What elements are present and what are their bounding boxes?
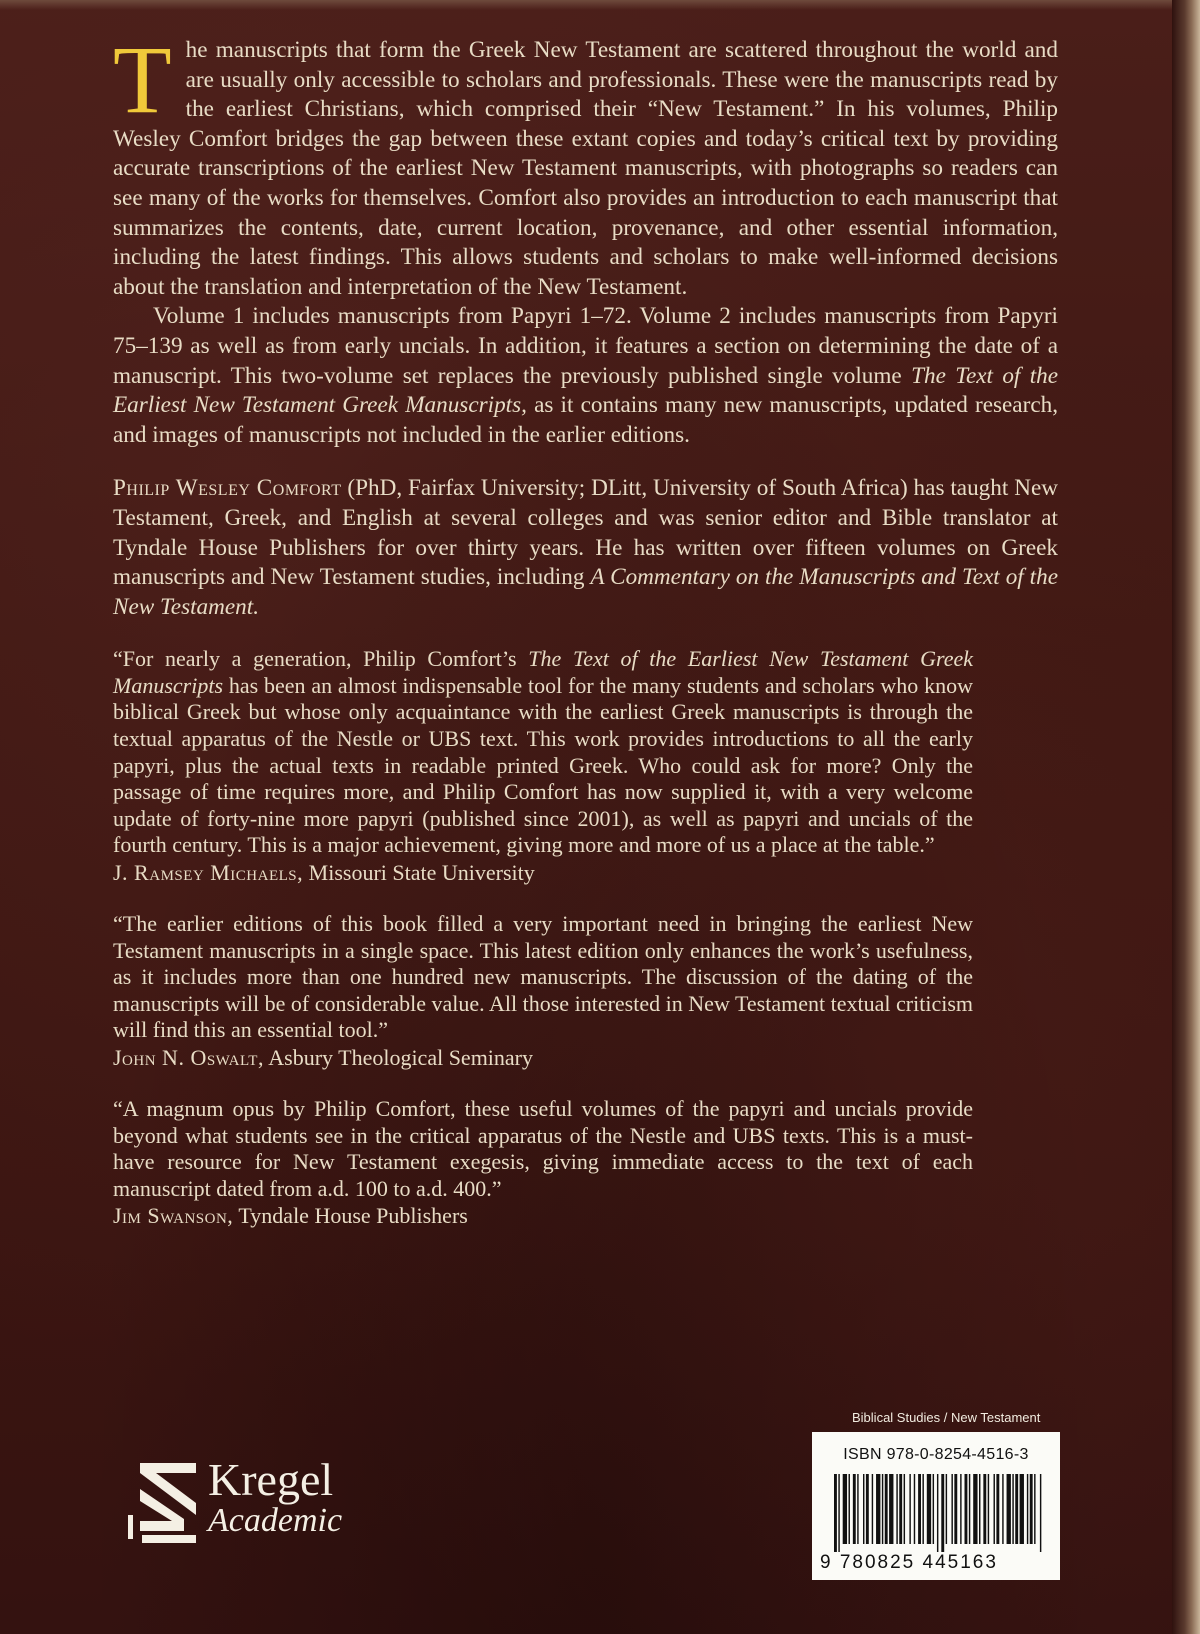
endorsement-attribution-1 bbox=[113, 859, 1058, 887]
barcode-bar bbox=[909, 1474, 910, 1544]
description-paragraph-2 bbox=[113, 302, 1058, 450]
author-name: Philip Wesley Comfort bbox=[113, 475, 342, 502]
description-text-1: he manuscripts that form the Greek New Testament are scattered throughout the world and are usually only accessible to scholars and professionals. These were the manuscripts read by the earliest Christians, which comprised their “New Testament.” In his volumes, Philip Wesley Comfort bridges the gap between these extant copies and today’s critical text by providing accurate transcriptions of the earliest New Testament manuscripts, with photographs so readers can see many of the works for themselves. Comfort also provides an introduction to each manuscript that summarizes the contents, date, current location, provenance, and other essential information, including the latest findings. This allows students and scholars to make well-informed decisions about the translation and interpretation of the New Testament. bbox=[113, 37, 1058, 300]
barcode-bar bbox=[849, 1474, 850, 1544]
barcode-bar bbox=[965, 1474, 968, 1544]
barcode-bar bbox=[866, 1474, 869, 1544]
spine-edge bbox=[1172, 0, 1200, 1634]
category-label: Biblical Studies / New Testament bbox=[852, 1410, 1041, 1425]
endorsement-quote-3 bbox=[113, 1096, 973, 1202]
top-edge bbox=[0, 0, 1200, 10]
quote-1-text-a: “For nearly a generation, Philip Comfort’s bbox=[113, 646, 517, 672]
barcode-bar bbox=[1020, 1474, 1024, 1544]
endorsement-quote-2 bbox=[113, 911, 973, 1044]
barcode-bar bbox=[922, 1474, 923, 1544]
publisher-name: Kregel bbox=[208, 1454, 334, 1505]
barcode-bar bbox=[1030, 1474, 1033, 1544]
spacer bbox=[113, 887, 1058, 911]
barcode-bar bbox=[973, 1474, 977, 1544]
barcode-bar bbox=[834, 1474, 837, 1552]
quote-1-title: The Text of the Earliest New Testament Greek Manuscripts bbox=[113, 646, 974, 698]
barcode-bar bbox=[876, 1474, 880, 1544]
barcode-bar bbox=[1015, 1474, 1018, 1544]
endorser-name-2: John N. Oswalt, bbox=[113, 1045, 264, 1070]
quote-1-text-b: has been an almost indispensable tool for the many students and scholars who know biblical Greek but whose only acquaintance with the earliest Greek manuscripts is through the textual apparatus of the Nestle or UBS text. This work provides introductions to all the early papyri, plus the actual texts in readable printed Greek. Who could ask for more? Only the passage of time requires more, and Philip Comfort has now supplied it, with a very welcome update of forty-nine more papyri (published since 2001), as well as papyri and uncials of the fourth century. This is a major achievement, giving more and more of us a place at the table.” bbox=[113, 672, 973, 858]
spacer bbox=[113, 1072, 1058, 1096]
endorser-name-3: Jim Swanson, bbox=[113, 1203, 234, 1229]
kregel-k-icon bbox=[128, 1463, 196, 1543]
barcode-bar bbox=[889, 1474, 893, 1544]
isbn-label: ISBN 978-0-8254-4516-3 bbox=[843, 1446, 1029, 1463]
barcode-bar bbox=[983, 1474, 986, 1544]
barcode-bar bbox=[838, 1474, 839, 1552]
barcode-bar bbox=[896, 1474, 897, 1544]
barcode-bar bbox=[1027, 1474, 1028, 1544]
description-text-2b: as it contains many new manuscripts, updated research, and images of manuscripts not included in the earlier editions. bbox=[113, 392, 1058, 448]
barcode-bar bbox=[914, 1474, 915, 1544]
endorsement-quote-1 bbox=[113, 646, 973, 859]
barcode-bar bbox=[918, 1474, 921, 1544]
barcode-bar bbox=[843, 1474, 847, 1544]
isbn-digits: 9 780825 445163 bbox=[820, 1552, 998, 1573]
barcode-bar bbox=[979, 1474, 980, 1544]
barcode-bar bbox=[941, 1474, 944, 1552]
barcode-bar bbox=[969, 1474, 970, 1544]
barcode-bar bbox=[954, 1474, 957, 1544]
endorser-affiliation-2: Asbury Theological Seminary bbox=[268, 1045, 534, 1070]
publisher-imprint: Academic bbox=[208, 1502, 343, 1539]
description-paragraph-1 bbox=[113, 26, 1058, 302]
barcode-bar bbox=[960, 1474, 961, 1544]
endorsement-attribution-3 bbox=[113, 1202, 1058, 1230]
endorser-affiliation-1: Missouri State University bbox=[308, 860, 535, 886]
barcode-bars bbox=[834, 1474, 1044, 1552]
barcode-bar bbox=[1040, 1474, 1041, 1552]
barcode-bar bbox=[988, 1474, 989, 1544]
spacer bbox=[113, 622, 1058, 646]
barcode-bar bbox=[853, 1474, 856, 1544]
quote-2-text: “The earlier editions of this book filled a very important need in bringing the earliest New Testament manuscripts in a single space. This latest edition only enhances the work’s usefulness, as it includes more than one hundred new manuscripts. The discussion of the dating of the manuscripts will be of considerable value. All those interested in New Testament textual criticism will find this an essential tool.” bbox=[113, 911, 973, 1043]
author-book-title: A Commentary on the Manuscripts and Text of the New Testament. bbox=[113, 564, 1059, 620]
cover-text bbox=[113, 26, 1059, 1230]
barcode-bar bbox=[904, 1474, 905, 1544]
barcode-bar bbox=[899, 1474, 902, 1544]
spacer bbox=[113, 450, 1058, 474]
isbn-barcode bbox=[812, 1432, 1060, 1580]
barcode-bar bbox=[933, 1474, 934, 1544]
barcode-bar bbox=[946, 1474, 947, 1544]
endorser-affiliation-3: Tyndale House Publishers bbox=[238, 1203, 468, 1229]
barcode-bar bbox=[1034, 1474, 1035, 1544]
drop-cap: T bbox=[113, 26, 172, 133]
barcode-bar bbox=[882, 1474, 883, 1544]
barcode-bar bbox=[927, 1474, 931, 1544]
barcode-bar bbox=[1007, 1474, 1011, 1544]
quote-3-text: “A magnum opus by Philip Comfort, these useful volumes of the papyri and uncials provide beyond what students see in the critical apparatus of the Nestle and UBS texts. This is a must-have resource for New Testament exegesis, giving immediate access to the text of each manuscript dated from a.d. 100 to a.d. 400.” bbox=[113, 1096, 973, 1201]
barcode-bar bbox=[1002, 1474, 1003, 1544]
book-title-italic: The Text of the Earliest New Testament Greek Manuscripts, bbox=[113, 362, 1059, 419]
barcode-bar bbox=[951, 1474, 952, 1544]
barcode-bar bbox=[857, 1474, 858, 1544]
barcode-bar bbox=[937, 1474, 938, 1552]
author-bio-text: (PhD, Fairfax University; DLitt, University of South Africa) has taught New Testament, Greek, and English at several colleges and was senior editor and Bible translator at Tyndale House Publishers for over thirty years. He has written over fifteen volumes on Greek manuscripts and New Testament studies, including bbox=[113, 475, 1058, 591]
barcode-bar bbox=[885, 1474, 888, 1544]
description-text-2a: Volume 1 includes manuscripts from Papyri 1–72. Volume 2 includes manuscripts from Papyri 75–139 as well as from early uncials. In addition, it features a section on determining the date of a manuscript. This two-volume set replaces the previously published single volume bbox=[113, 303, 1058, 389]
author-bio bbox=[113, 474, 1058, 622]
barcode-bar bbox=[996, 1474, 999, 1544]
barcode-bar bbox=[994, 1474, 995, 1544]
endorser-name-1: J. Ramsey Michaels, bbox=[113, 860, 304, 886]
publisher-logo bbox=[128, 1455, 358, 1545]
barcode-bar bbox=[872, 1474, 873, 1544]
barcode-bar bbox=[1012, 1474, 1013, 1544]
endorsement-attribution-2 bbox=[113, 1044, 1058, 1072]
barcode-bar bbox=[863, 1474, 864, 1544]
